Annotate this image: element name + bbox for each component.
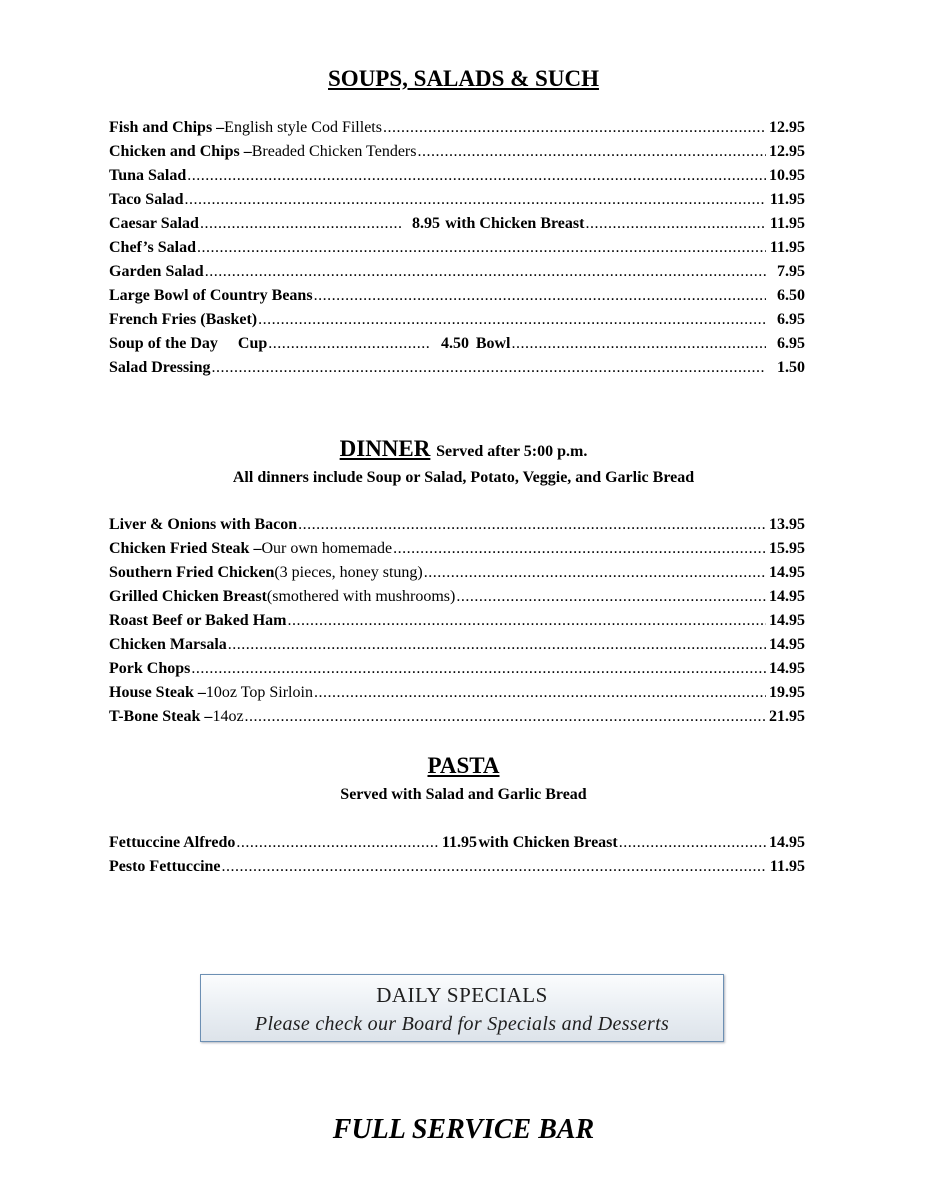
item-name: Pork Chops — [109, 660, 191, 677]
dot-leader — [236, 831, 438, 855]
dot-leader — [191, 657, 766, 681]
item-price: 11.95 — [769, 239, 805, 256]
menu-item — [109, 260, 805, 284]
item-price: 6.50 — [777, 287, 805, 304]
dinner-subheading: All dinners include Soup or Salad, Potato, Veggie, and Garlic Bread — [232, 469, 695, 486]
item-description: (3 pieces, honey stung) — [274, 564, 423, 581]
dot-leader — [205, 260, 766, 284]
item-name: Roast Beef or Baked Ham — [109, 612, 287, 629]
item-price: 15.95 — [769, 540, 805, 557]
menu-item — [109, 537, 805, 561]
dot-leader — [258, 308, 766, 332]
menu-item — [109, 633, 805, 657]
dot-leader — [200, 212, 401, 236]
item-description: Breaded Chicken Tenders — [251, 143, 417, 160]
menu-item — [109, 705, 805, 729]
item-price: 6.95 — [777, 311, 805, 328]
dot-leader — [268, 332, 430, 356]
dot-leader — [456, 585, 766, 609]
soups-menu-list — [109, 116, 805, 380]
dinner-heading-text: DINNER — [339, 436, 431, 461]
pasta-heading — [0, 753, 927, 779]
item-price: 10.95 — [769, 167, 805, 184]
dot-leader — [393, 537, 766, 561]
dot-leader — [185, 188, 766, 212]
menu-item — [109, 831, 805, 855]
item-name: T-Bone Steak – — [109, 708, 213, 725]
item-price: 19.95 — [769, 684, 805, 701]
item-price: 7.95 — [777, 263, 805, 280]
item-name: Fish and Chips – — [109, 119, 225, 136]
menu-item — [109, 681, 805, 705]
dot-leader — [228, 633, 766, 657]
item-price: 14.95 — [769, 564, 805, 581]
dot-leader — [287, 609, 766, 633]
item-extra-price: 14.95 — [769, 834, 805, 851]
menu-item — [109, 585, 805, 609]
item-extra-name: with Chicken Breast — [478, 834, 618, 851]
menu-item — [109, 561, 805, 585]
item-price: 1.50 — [777, 359, 805, 376]
pasta-menu-list — [109, 831, 805, 879]
dot-leader — [197, 236, 766, 260]
item-name: Taco Salad — [109, 191, 184, 208]
item-price: 8.95 — [412, 215, 440, 232]
item-description: 14oz — [212, 708, 244, 725]
pasta-heading-text: PASTA — [427, 753, 500, 778]
dot-leader — [585, 212, 766, 236]
item-name: Fettuccine Alfredo — [109, 834, 236, 851]
item-description: 10oz Top Sirloin — [205, 684, 313, 701]
item-extra-price: 11.95 — [769, 215, 805, 232]
item-extra-name: Bowl — [475, 335, 511, 352]
item-price: 14.95 — [769, 588, 805, 605]
item-price: 14.95 — [769, 636, 805, 653]
specials-note: Please check our Board for Specials and Desserts — [254, 1013, 670, 1035]
item-name: Liver & Onions with Bacon — [109, 516, 298, 533]
item-name: Caesar Salad — [109, 215, 199, 232]
item-name: Chicken Marsala — [109, 636, 227, 653]
dot-leader — [212, 356, 766, 380]
item-description: (smothered with mushrooms) — [266, 588, 456, 605]
item-name: Salad Dressing — [109, 359, 211, 376]
item-name: Large Bowl of Country Beans — [109, 287, 313, 304]
pasta-subheading: Served with Salad and Garlic Bread — [340, 786, 587, 803]
item-name: Chef’s Salad — [109, 239, 196, 256]
item-name: Grilled Chicken Breast — [109, 588, 267, 605]
dot-leader — [314, 284, 766, 308]
item-price: 4.50 — [441, 335, 469, 352]
menu-item — [109, 657, 805, 681]
item-description: English style Cod Fillets — [224, 119, 382, 136]
menu-item — [109, 356, 805, 380]
item-name: House Steak – — [109, 684, 206, 701]
full-service-bar: FULL SERVICE BAR — [332, 1114, 595, 1145]
item-description: Our own homemade — [261, 540, 393, 557]
daily-specials-box — [200, 974, 724, 1042]
item-price: 14.95 — [769, 612, 805, 629]
item-name: Tuna Salad — [109, 167, 187, 184]
item-price: 11.95 — [441, 834, 477, 851]
item-name: French Fries (Basket) — [109, 311, 258, 328]
dot-leader — [222, 855, 766, 879]
item-price: 13.95 — [769, 516, 805, 533]
menu-item — [109, 308, 805, 332]
dot-leader — [511, 332, 766, 356]
item-name: Chicken Fried Steak – — [109, 540, 262, 557]
dot-leader — [424, 561, 766, 585]
menu-item — [109, 236, 805, 260]
dinner-heading — [0, 436, 927, 462]
menu-item — [109, 164, 805, 188]
item-price: 11.95 — [769, 858, 805, 875]
item-price: 12.95 — [769, 119, 805, 136]
menu-item — [109, 513, 805, 537]
dot-leader — [187, 164, 766, 188]
soups-heading-text: SOUPS, SALADS & SUCH — [328, 66, 599, 91]
dot-leader — [383, 116, 766, 140]
item-price: 14.95 — [769, 660, 805, 677]
item-extra-name: with Chicken Breast — [445, 215, 585, 232]
dot-leader — [619, 831, 766, 855]
dot-leader — [417, 140, 766, 164]
soups-heading — [0, 66, 927, 92]
item-price: 21.95 — [769, 708, 805, 725]
specials-title: DAILY SPECIALS — [376, 983, 548, 1007]
dinner-heading-note: Served after 5:00 p.m. — [436, 443, 588, 460]
dinner-menu-list — [109, 513, 805, 729]
menu-item — [109, 140, 805, 164]
item-name: Soup of the Day Cup — [109, 335, 268, 352]
dot-leader — [245, 705, 766, 729]
menu-item — [109, 332, 805, 356]
dot-leader — [314, 681, 766, 705]
menu-item — [109, 116, 805, 140]
item-price: 12.95 — [769, 143, 805, 160]
item-extra-price: 6.95 — [777, 335, 805, 352]
dot-leader — [298, 513, 766, 537]
menu-item — [109, 212, 805, 236]
item-price: 11.95 — [769, 191, 805, 208]
menu-item — [109, 609, 805, 633]
menu-item — [109, 855, 805, 879]
item-name: Chicken and Chips – — [109, 143, 252, 160]
item-name: Southern Fried Chicken — [109, 564, 275, 581]
item-name: Garden Salad — [109, 263, 204, 280]
menu-item — [109, 188, 805, 212]
item-name: Pesto Fettuccine — [109, 858, 221, 875]
menu-item — [109, 284, 805, 308]
